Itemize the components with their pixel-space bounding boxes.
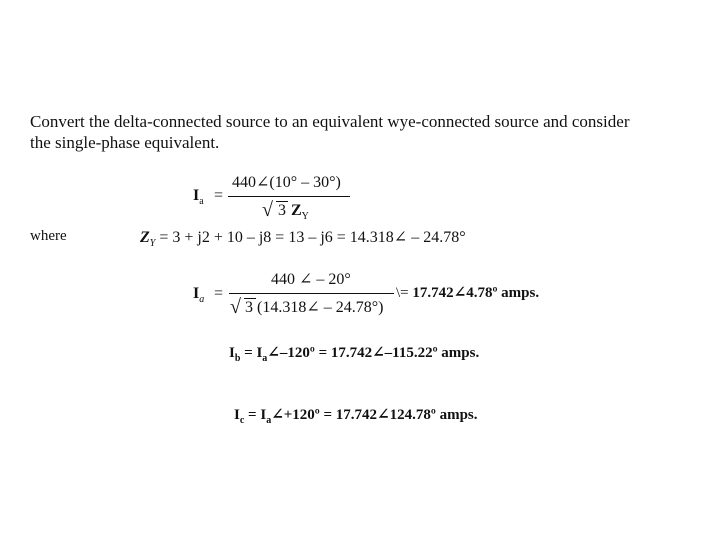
where-expression: $Z_Y = 3 + j2 + 10 - j8 = 13 - j6$ = 14.318∠ – 24.78° bbox=[140, 229, 466, 249]
eq1-lhs: $I_a$ bbox=[193, 187, 204, 207]
intro-line-1: Convert the delta-connected source to an equivalent wye-connected source and consider bbox=[30, 112, 630, 131]
eq2-fraction-bar bbox=[229, 293, 394, 294]
eq1-z: $Z_Y$ bbox=[291, 202, 309, 222]
eq1-fraction-bar bbox=[228, 196, 350, 197]
equation-ic: $I_c$ = $I_a\angle+120º$ = 17.742∠124.78º amps. bbox=[234, 407, 478, 426]
eq2-lhs: $I_a$ bbox=[193, 285, 205, 305]
eq2-numerator: 440 ∠ – 20° bbox=[271, 271, 351, 288]
where-label: where bbox=[30, 228, 67, 244]
eq2-denominator: (14.318∠ – 24.78°) bbox=[257, 299, 384, 316]
equation-ib: $I_b$ = $I_a\angle-120º$ = 17.742∠–115.22º amps. bbox=[229, 345, 480, 364]
intro-paragraph bbox=[30, 111, 629, 153]
eq2-equals: = bbox=[214, 285, 224, 302]
eq1-equals: = bbox=[214, 187, 224, 204]
eq2-result: \= 17.742∠4.78º amps. bbox=[396, 285, 540, 301]
eq1-radical-sign: √ bbox=[262, 199, 273, 221]
eq1-sqrt-arg: 3 bbox=[278, 202, 286, 219]
eq2-radical-sign: √ bbox=[230, 296, 241, 318]
intro-line-2: the single-phase equivalent. bbox=[30, 133, 220, 152]
eq2-sqrt-arg: 3 bbox=[245, 299, 253, 316]
eq1-numerator: 440∠(10° – 30°) bbox=[232, 174, 341, 191]
